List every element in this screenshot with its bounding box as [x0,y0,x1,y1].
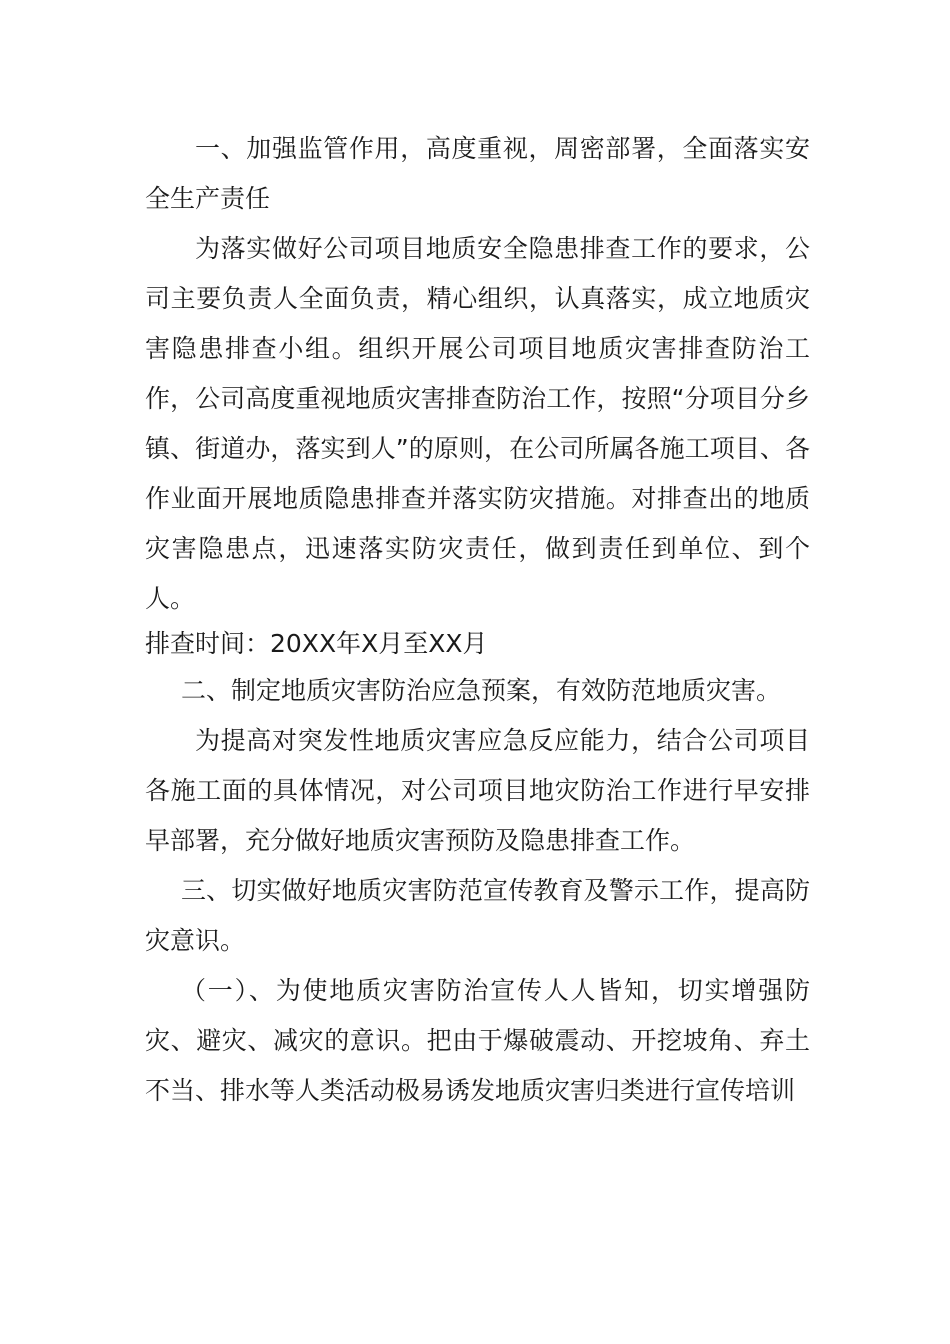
section1-heading: 一、加强监管作用，高度重视，周密部署，全面落实安全生产责任 [145,134,810,213]
inspection-time: 排查时间：20XX年X月至XX月 [145,629,488,658]
section2-body: 为提高对突发性地质灾害应急反应能力，结合公司项目各施工面的具体情况，对公司项目地灾防治工作进行早安排早部署，充分做好地质灾害预防及隐患排查工作。 [145,726,810,855]
section2-heading: 二、制定地质灾害防治应急预案，有效防范地质灾害。 [181,676,782,705]
section3-subsection-1: （一）、为使地质灾害防治宣传人人皆知，切实增强防灾、避灾、减灾的意识。把由于爆破震动、开挖坡角、弃土不当、排水等人类活动极易诱发地质灾害归类进行宣传培训 [145,976,810,1105]
section1-body: 为落实做好公司项目地质安全隐患排查工作的要求，公司主要负责人全面负责，精心组织，认真落实，成立地质灾害隐患排查小组。组织开展公司项目地质灾害排查防治工作，公司高度重视地质灾害排查防治工作，按照“分项目分乡镇、街道办，落实到人”的原则，在公司所属各施工项目、各作业面开展地质隐患排查并落实防灾措施。对排查出的地质灾害隐患点，迅速落实防灾责任，做到责任到单位、到个人。 [145,234,810,613]
document-body [145,124,810,1116]
section3-heading: 三、切实做好地质灾害防范宣传教育及警示工作，提高防灾意识。 [145,876,810,955]
